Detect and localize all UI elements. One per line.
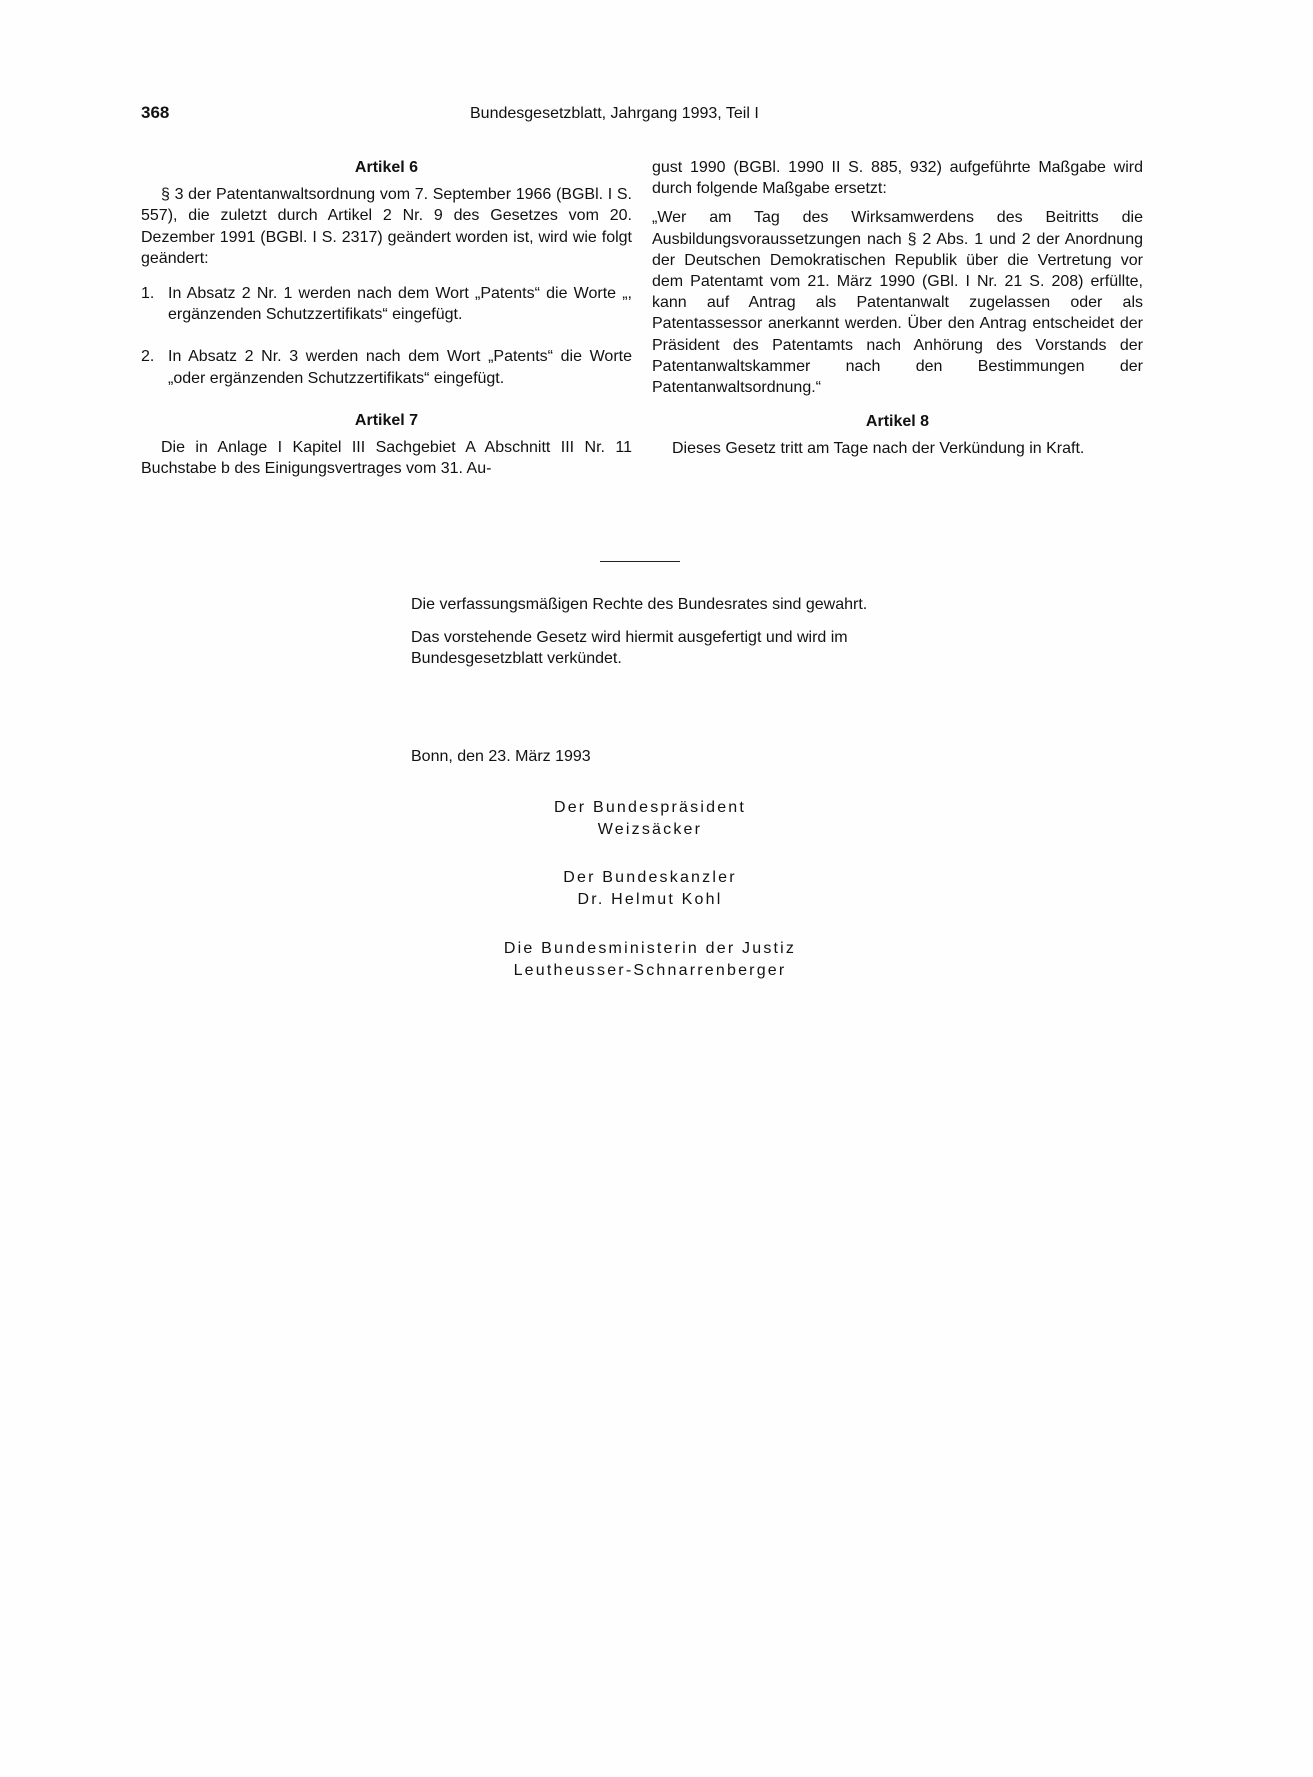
divider-rule [600,561,680,562]
list-item-text: In Absatz 2 Nr. 1 werden nach dem Wort „Patents“ die Worte „, ergänzenden Schutzzertifikats“ eingefügt. [168,285,632,324]
amendment-list [141,283,632,389]
page-number: 368 [141,103,170,122]
signature-block-justice-minister [410,938,890,982]
article-7-quote: „Wer am Tag des Wirksamwerdens des Beitritts die Ausbildungsvoraussetzungen nach § 2 Abs. 1 und 2 der Anordnung der Deutschen Demokratischen Republik über die Vertretung vor dem Patentamt vom 21. März 1990 (GBl. I Nr. 21 S. 208) erfüllte, kann auf Antrag als Patentanwalt zugelassen oder als Patentassessor anerkannt werden. Über den Antrag entscheidet der Präsident des Patentamts nach Anhörung des Vorstands der Patentanwaltskammer nach den Bestimmungen der Patentanwaltsordnung.“ [652,209,1143,397]
signatory-title: Der Bundeskanzler [563,869,737,886]
promulgation-text: Das vorstehende Gesetz wird hiermit ausgefertigt und wird im Bundesgesetzblatt verkündet. [411,629,848,668]
article-7-heading: Artikel 7 [354,411,419,429]
list-item [141,283,632,325]
left-column [141,157,632,479]
article-8-heading: Artikel 8 [865,413,930,431]
place-date: Bonn, den 23. März 1993 [411,748,591,765]
right-column [652,157,1143,460]
list-item-number: 2. [141,348,155,366]
list-item-number: 1. [141,285,155,303]
signature-block-president [410,797,890,841]
signatory-name: Weizsäcker [597,821,703,838]
list-item [141,346,632,388]
signatory-name: Dr. Helmut Kohl [577,891,723,908]
article-7-text: Die in Anlage I Kapitel III Sachgebiet A Abschnitt III Nr. 11 Buchstabe b des Einigungsvertrages vom 31. Au- [141,439,632,478]
list-item-text: In Absatz 2 Nr. 3 werden nach dem Wort „Patents“ die Worte „oder ergänzenden Schutzzertifikats“ eingefügt. [168,348,632,387]
article-8-text: Dieses Gesetz tritt am Tage nach der Verkündung in Kraft. [672,440,1085,458]
closing-formula [411,594,892,682]
signature-block-chancellor [410,867,890,911]
bundesrat-rights-text: Die verfassungsmäßigen Rechte des Bundesrates sind gewahrt. [411,596,868,613]
signatory-title: Die Bundesministerin der Justiz [503,940,797,957]
article-6-intro: § 3 der Patentanwaltsordnung vom 7. September 1966 (BGBl. I S. 557), die zuletzt durch Artikel 2 Nr. 9 des Gesetzes vom 20. Dezember 1991 (BGBl. I S. 2317) geändert worden ist, wird wie folgt geändert: [141,186,632,267]
article-6-heading: Artikel 6 [354,159,419,176]
article-7-continuation: gust 1990 (BGBl. 1990 II S. 885, 932) aufgeführte Maßgabe wird durch folgende Maßgabe ersetzt: [652,159,1143,198]
signatory-name: Leutheusser-Schnarrenberger [513,962,787,979]
running-head: Bundesgesetzblatt, Jahrgang 1993, Teil I [470,105,759,122]
signatory-title: Der Bundespräsident [553,799,747,816]
